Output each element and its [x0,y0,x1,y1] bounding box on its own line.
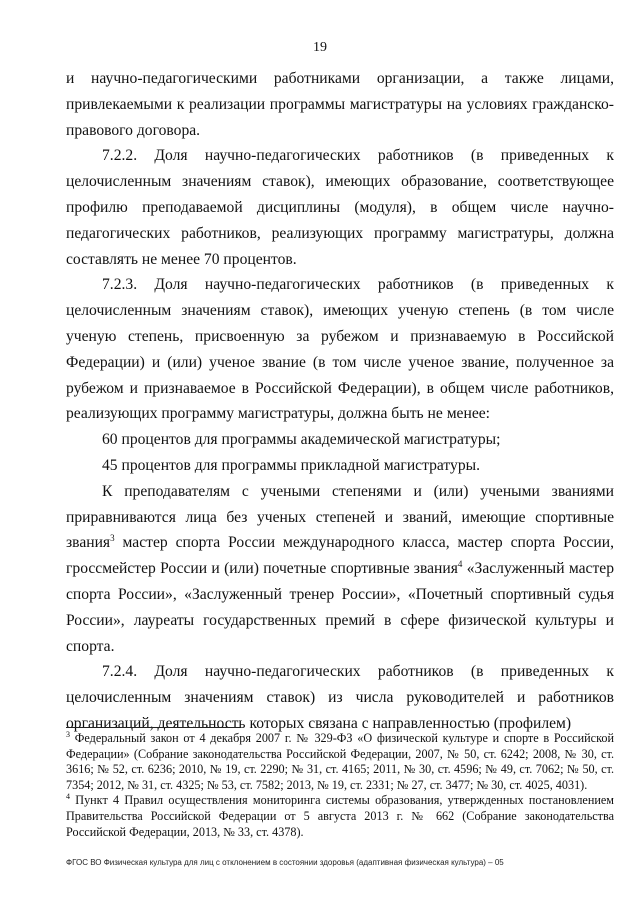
paragraph-7-2-4: 7.2.4. Доля научно-педагогических работников (в приведенных к целочисленным значениям ставок) из числа руководителей и работников организаций, деятельность которых связана с направленностью (профилем) [66,663,614,732]
body-text [66,66,614,737]
footnote-ref-3: 3 [110,533,115,544]
footnote-4 [66,793,614,840]
paragraph-60-percent: 60 процентов для программы академической магистратуры; [102,431,501,449]
footnote-ref-4: 4 [457,558,463,569]
page-number: 19 [313,40,327,55]
paragraph-45-percent: 45 процентов для программы прикладной магистратуры. [102,456,480,474]
footnote-3 [66,731,614,793]
footnote-number: 3 [66,729,70,739]
footnote-text: Федеральный закон от 4 декабря 2007 г. № 329-ФЗ «О физической культуре и спорте в Российской Федерации» (Собрание законодательства Российской Федерации, 2007, № 50, ст. 6242; 2008, № 30, ст. 3616; № 52, ст. 6236; 2010, № 19, ст. 2290; № 31, ст. 4165; 2011, № 30, ст. 4596; № 49, ст. 7062; № 50, ст. 7354; 2012, № 31, ст. 4325; № 53, ст. 7582; 2013, № 19, ст. 2331; № 27, ст. 3477; № 30, ст. 4025, 4031). [66,731,614,792]
footnote-number: 4 [66,792,70,802]
paragraph-7-2-2: 7.2.2. Доля научно-педагогических работников (в приведенных к целочисленным значениям ставок), имеющих образование, соответствующее профилю преподаваемой дисциплины (модуля), в общем числе научно-педагогических работников, реализующих программу магистратуры, должна составлять не менее 70 процентов. [66,147,614,268]
footnote-divider [66,727,240,728]
footnotes [66,731,614,840]
page-footer: ФГОС ВО Физическая культура для лиц с отклонением в состоянии здоровья (адаптивная физическая культура) – 05 [66,858,504,867]
paragraph-sport-titles-part3: «Заслуженный мастер спорта России», «Заслуженный тренер России», «Почетный спортивный судья России», лауреаты государственных премий в сфере физической культуры и спорта. [66,560,614,655]
paragraph-sport-titles-part2: мастер спорта России международного класса, мастер спорта России, гроссмейстер России и (или) почетные спортивные звания [66,534,614,578]
paragraph-sport-titles-part1: К преподавателям с учеными степенями и (или) учеными званиями приравниваются лица без ученых степеней и званий, имеющие спортивные звания [66,482,614,552]
paragraph-7-2-3: 7.2.3. Доля научно-педагогических работников (в приведенных к целочисленным значениям ставок), имеющих ученую степень (в том числе ученую степень, присвоенную за рубежом и признаваемую в Российской Федерации) и (или) ученое звание (в том числе ученое звание, полученное за рубежом и признаваемое в Российской Федерации), в общем числе работников, реализующих программу магистратуры, должна быть не менее: [66,276,614,423]
footnote-text: Пункт 4 Правил осуществления мониторинга системы образования, утвержденных постановлением Правительства Российской Федерации от 5 августа 2013 г. № 662 (Собрание законодательства Российской Федерации, 2013, № 33, ст. 4378). [66,793,614,839]
paragraph-continuation: и научно-педагогическими работниками организации, а также лицами, привлекаемыми к реализации программы магистратуры на условиях гражданско-правового договора. [66,70,614,139]
paragraph-sport-titles [66,479,614,660]
